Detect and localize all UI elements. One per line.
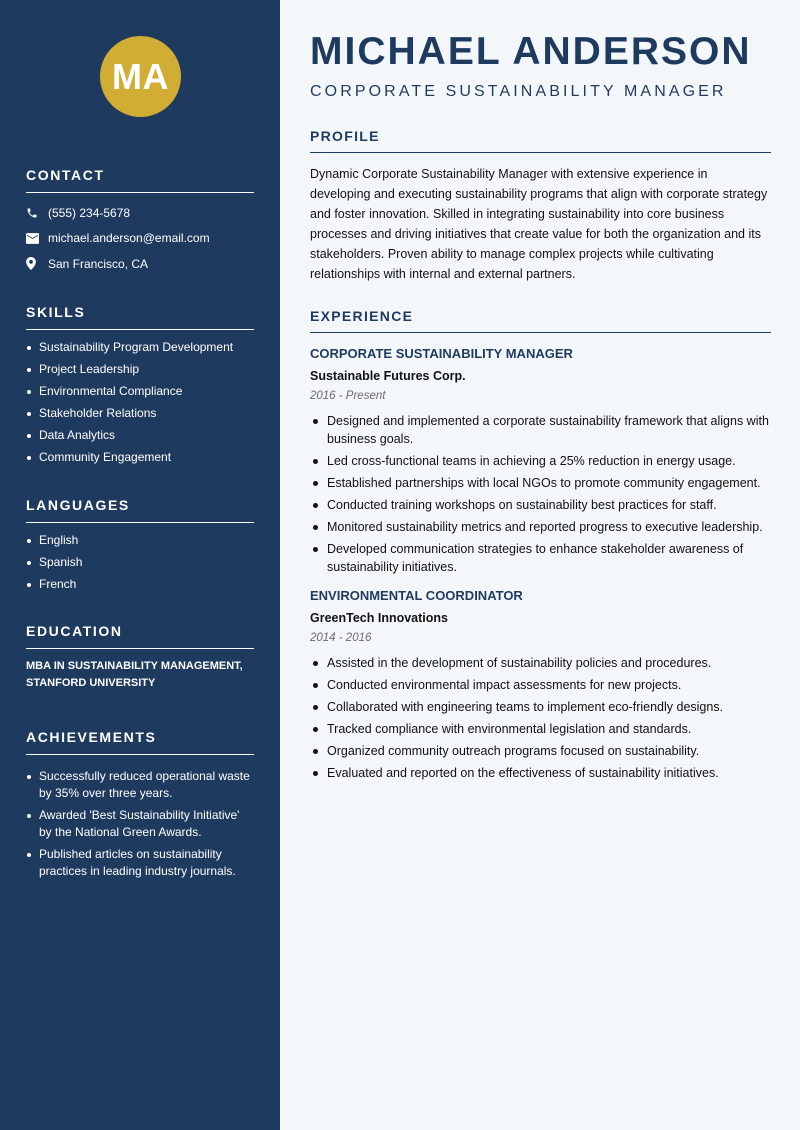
list-item: Monitored sustainability metrics and reported progress to executive leadership. (310, 518, 771, 536)
list-item: Published articles on sustainability practices in leading industry journals. (26, 846, 254, 880)
job-entry (310, 588, 771, 782)
achievements-section (26, 729, 254, 885)
languages-section (26, 497, 254, 598)
person-name: MICHAEL ANDERSON (310, 30, 752, 73)
achievements-list (26, 768, 254, 880)
list-item: Tracked compliance with environmental legislation and standards. (310, 720, 771, 738)
company-name: GreenTech Innovations (310, 611, 448, 625)
contact-phone (26, 200, 254, 226)
job-title: CORPORATE SUSTAINABILITY MANAGER (310, 346, 573, 361)
job-bullets (310, 654, 771, 782)
sidebar (0, 0, 280, 1130)
experience-section (310, 308, 771, 786)
company-name: Sustainable Futures Corp. (310, 369, 466, 383)
languages-list (26, 532, 254, 593)
education-line1: MBA IN SUSTAINABILITY MANAGEMENT, (26, 660, 243, 672)
location-text: San Francisco, CA (48, 256, 149, 271)
list-item: Sustainability Program Development (26, 339, 254, 356)
job-bullets (310, 412, 771, 576)
job-entry (310, 346, 771, 576)
list-item: Established partnerships with local NGOs to promote community engagement. (310, 474, 771, 492)
list-item: French (26, 576, 254, 593)
list-item: Conducted training workshops on sustainability best practices for staff. (310, 496, 771, 514)
profile-text: Dynamic Corporate Sustainability Manager with extensive experience in developing and executing sustainability programs that align with corporate strategy and foster innovation. Skilled in integrating sustainability into core business processes and driving initiatives that create value for both the organization and its stakeholders. Proven ability to manage complex projects while cultivating relationships with internal and external partners. (310, 167, 768, 281)
list-item: Assisted in the development of sustainability policies and procedures. (310, 654, 771, 672)
contact-email (26, 226, 254, 252)
contact-section (26, 167, 254, 277)
list-item: Stakeholder Relations (26, 405, 254, 422)
job-dates: 2014 - 2016 (310, 632, 372, 644)
achievements-heading: ACHIEVEMENTS (26, 729, 254, 755)
list-item: Led cross-functional teams in achieving a 25% reduction in energy usage. (310, 452, 771, 470)
list-item: Collaborated with engineering teams to implement eco-friendly designs. (310, 698, 771, 716)
profile-heading: PROFILE (310, 128, 771, 153)
list-item: Awarded 'Best Sustainability Initiative' by the National Green Awards. (26, 807, 254, 841)
email-text: michael.anderson@email.com (48, 231, 210, 246)
job-title: ENVIRONMENTAL COORDINATOR (310, 588, 523, 603)
education-line2: STANFORD UNIVERSITY (26, 677, 156, 689)
list-item: Data Analytics (26, 427, 254, 444)
avatar: MA (100, 36, 181, 117)
skills-section (26, 304, 254, 471)
list-item: Developed communication strategies to enhance stakeholder awareness of sustainability initiatives. (310, 540, 771, 576)
list-item: Project Leadership (26, 361, 254, 378)
list-item: Spanish (26, 554, 254, 571)
skills-heading: SKILLS (26, 304, 254, 330)
education-section (26, 623, 254, 692)
contact-heading: CONTACT (26, 167, 254, 193)
education-heading: EDUCATION (26, 623, 254, 649)
skills-list (26, 339, 254, 466)
list-item: Community Engagement (26, 449, 254, 466)
list-item: Designed and implemented a corporate sustainability framework that aligns with business goals. (310, 412, 771, 448)
email-icon (26, 231, 48, 245)
phone-text: (555) 234-5678 (48, 205, 131, 220)
list-item: Environmental Compliance (26, 383, 254, 400)
location-pin-icon (26, 257, 48, 271)
phone-icon (26, 206, 48, 220)
profile-section (310, 128, 771, 284)
list-item: Successfully reduced operational waste by 35% over three years. (26, 768, 254, 802)
list-item: English (26, 532, 254, 549)
person-title: CORPORATE SUSTAINABILITY MANAGER (310, 83, 727, 100)
job-dates: 2016 - Present (310, 390, 386, 402)
list-item: Evaluated and reported on the effectiveness of sustainability initiatives. (310, 764, 771, 782)
experience-heading: EXPERIENCE (310, 308, 771, 333)
list-item: Conducted environmental impact assessments for new projects. (310, 676, 771, 694)
list-item: Organized community outreach programs focused on sustainability. (310, 742, 771, 760)
education-degree (26, 658, 254, 692)
languages-heading: LANGUAGES (26, 497, 254, 523)
contact-location (26, 251, 254, 277)
